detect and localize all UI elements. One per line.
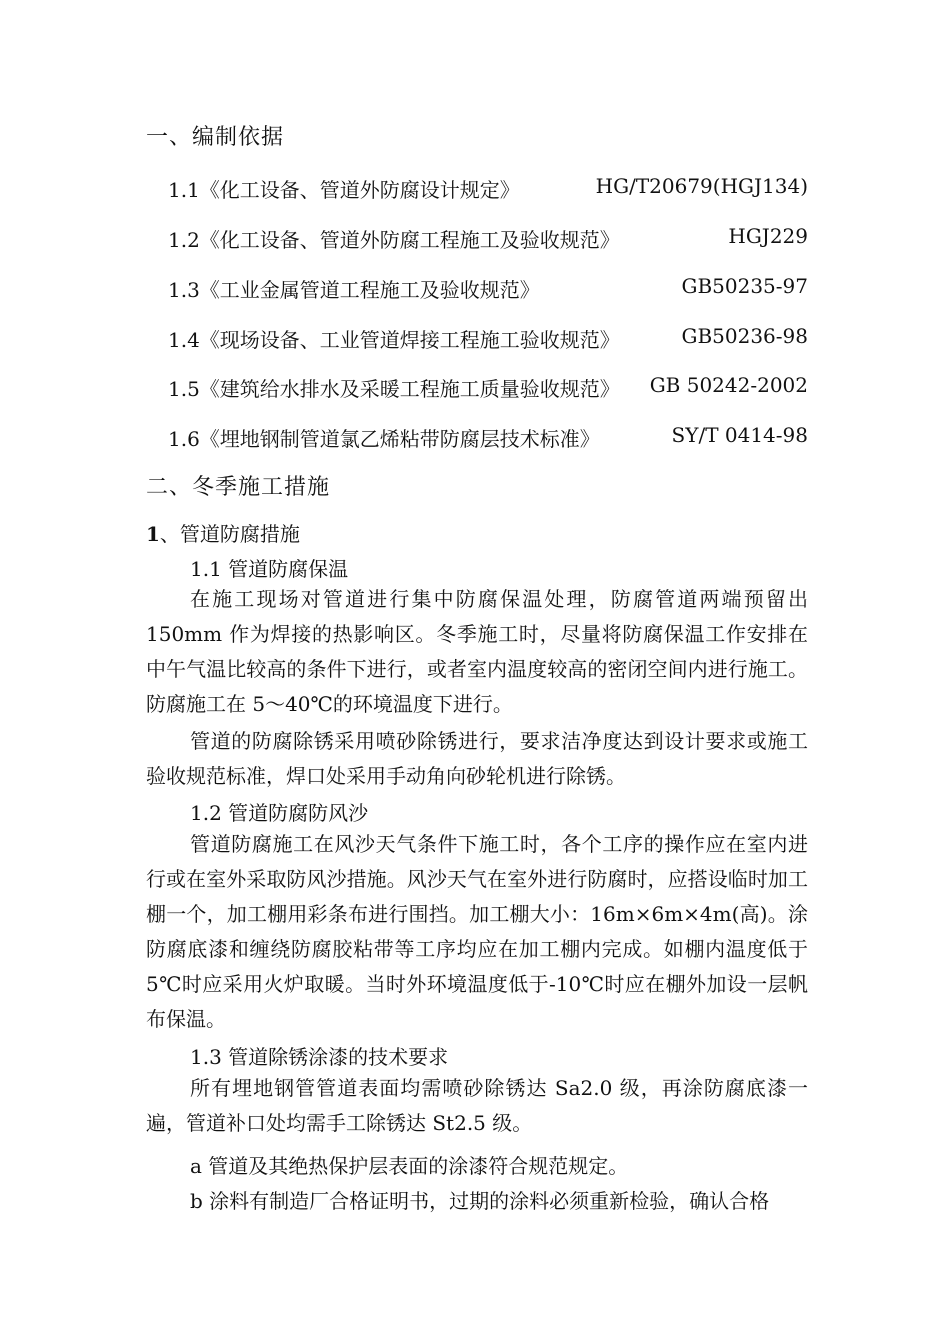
reference-title: 1.4《现场设备、工业管道焊接工程施工验收规范》 (168, 328, 620, 352)
reference-code: GB50235-97 (681, 274, 808, 298)
reference-item (168, 324, 808, 354)
heading-1-2: 1.2 管道防腐防风沙 (190, 801, 369, 825)
paragraph: 管道防腐施工在风沙天气条件下施工时，各个工序的操作应在室内进行或在室外采取防风沙措施。风沙天气在室外进行防腐时，应搭设临时加工棚一个，加工棚用彩条布进行围挡。加工棚大小：16m×6m×4m(高)。涂防腐底漆和缠绕防腐胶粘带等工序均应在加工棚内完成。如棚内温度低于 5℃时应采用火炉取暖。当时外环境温度低于-10℃时应在棚外加设一层帆布保温。 (146, 832, 808, 1031)
reference-code: GB 50242-2002 (649, 373, 808, 397)
reference-title: 1.3《工业金属管道工程施工及验收规范》 (168, 278, 540, 302)
section-heading-basis: 一、编制依据 (146, 125, 285, 150)
reference-code: HGJ229 (728, 224, 808, 248)
reference-item (168, 274, 808, 304)
paragraph: 管道的防腐除锈采用喷砂除锈进行，要求洁净度达到设计要求或施工验收规范标准，焊口处采用手动角向砂轮机进行除锈。 (146, 729, 808, 788)
reference-title: 1.6《埋地钢制管道氯乙烯粘带防腐层技术标准》 (168, 427, 600, 451)
reference-title: 1.5《建筑给水排水及采暖工程施工质量验收规范》 (168, 377, 620, 401)
reference-code: SY/T 0414-98 (671, 423, 808, 447)
reference-code: HG/T20679(HGJ134) (595, 174, 808, 198)
section-heading-winter: 二、冬季施工措施 (146, 475, 331, 500)
paragraph: 在施工现场对管道进行集中防腐保温处理，防腐管道两端预留出150mm 作为焊接的热影响区。冬季施工时，尽量将防腐保温工作安排在中午气温比较高的条件下进行，或者室内温度较高的密闭空间内进行施工。防腐施工在 5～40℃的环境温度下进行。 (146, 587, 808, 716)
reference-item (168, 174, 808, 204)
reference-title: 1.1《化工设备、管道外防腐设计规定》 (168, 178, 520, 202)
reference-item (168, 373, 808, 403)
paragraph: 所有埋地钢管管道表面均需喷砂除锈达 Sa2.0 级，再涂防腐底漆一遍，管道补口处均需手工除锈达 St2.5 级。 (146, 1076, 808, 1135)
reference-item (168, 224, 808, 254)
heading-1-1: 1.1 管道防腐保温 (190, 557, 349, 581)
list-item: a 管道及其绝热保护层表面的涂漆符合规范规定。 (190, 1154, 629, 1178)
subsection-heading-anticorrosion (146, 518, 300, 547)
reference-item (168, 423, 808, 453)
reference-code: GB50236-98 (681, 324, 808, 348)
reference-title: 1.2《化工设备、管道外防腐工程施工及验收规范》 (168, 228, 620, 252)
heading-1-3: 1.3 管道除锈涂漆的技术要求 (190, 1045, 449, 1069)
subsection-number: 1 (146, 522, 160, 546)
subsection-title: 、管道防腐措施 (159, 522, 300, 546)
list-item: b 涂料有制造厂合格证明书，过期的涂料必须重新检验，确认合格 (190, 1189, 770, 1213)
